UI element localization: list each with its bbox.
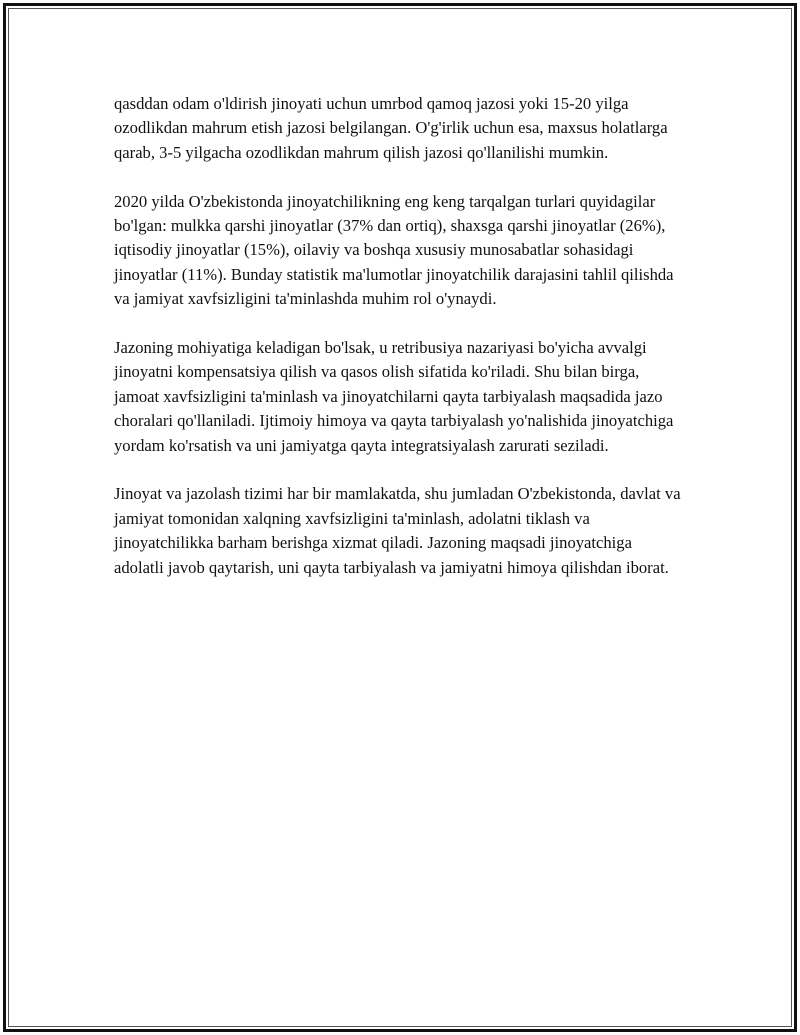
paragraph-4: Jinoyat va jazolash tizimi har bir mamlakatda, shu jumladan O'zbekistonda, davlat va jamiyat tomonidan xalqning xavfsizligini ta'minlash, adolatni tiklash va jinoyatchilikka barham berishga xizmat qiladi. Jazoning maqsadi jinoyatchiga adolatli javob qaytarish, uni qayta tarbiyalash va jamiyatni himoya qilishdan iborat. — [114, 484, 681, 577]
paragraph-3: Jazoning mohiyatiga keladigan bo'lsak, u retribusiya nazariyasi bo'yicha avvalgi jinoyatni kompensatsiya qilish va qasos olish sifatida ko'riladi. Shu bilan birga, jamoat xavfsizligini ta'minlash va jinoyatchilarni qayta tarbiyalash maqsadida jazo choralari qo'llaniladi. Ijtimoiy himoya va qayta tarbiyalash yo'nalishida jinoyatchiga yordam ko'rsatish va uni jamiyatga qayta integratsiyalash zarurati seziladi. — [114, 338, 674, 455]
paragraph-1: qasddan odam o'ldirish jinoyati uchun umrbod qamoq jazosi yoki 15-20 yilga ozodlikdan mahrum etish jazosi belgilangan. O'g'irlik uchun esa, maxsus holatlarga qarab, 3-5 yilgacha ozodlikdan mahrum qilish jazosi qo'llanilishi mumkin. — [114, 94, 668, 162]
document-body — [114, 92, 684, 604]
paragraph-2: 2020 yilda O'zbekistonda jinoyatchilikning eng keng tarqalgan turlari quyidagilar bo'lgan: mulkka qarshi jinoyatlar (37% dan ortiq), shaxsga qarshi jinoyatlar (26%), iqtisodiy jinoyatlar (15%), oilaviy va boshqa xususiy munosabatlar sohasidagi jinoyatlar (11%). Bunday statistik ma'lumotlar jinoyatchilik darajasini tahlil qilishda va jamiyat xavfsizligini ta'minlashda muhim rol o'ynaydi. — [114, 191, 674, 309]
